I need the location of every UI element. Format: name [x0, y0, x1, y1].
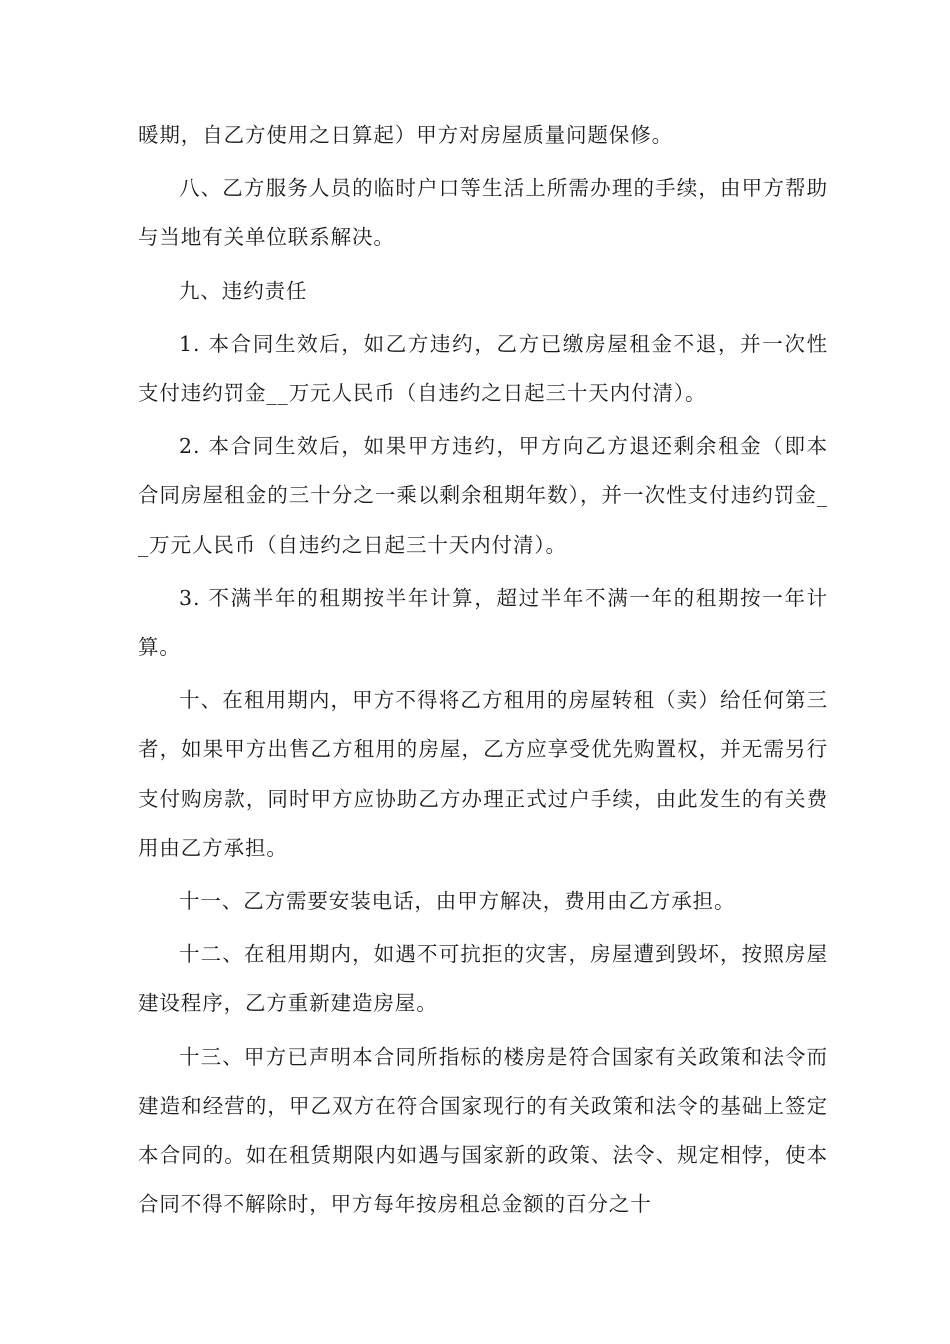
document-body: [138, 111, 828, 1233]
paragraph-clause-10: 十、在租用期内，甲方不得将乙方租用的房屋转租（卖）给任何第三者，如果甲方出售乙方租用的房屋，乙方应享受优先购置权，并无需另行支付购房款，同时甲方应协助乙方办理正式过户手续，由此发生的有关费用由乙方承担。: [138, 688, 828, 860]
paragraph-clause-9-item-2: 2. 本合同生效后，如果甲方违约，甲方向乙方退还剩余租金（即本合同房屋租金的三十分之一乘以剩余租期年数），并一次性支付违约罚金__万元人民币（自违约之日起三十天内付清）。: [138, 434, 828, 557]
heading-clause-9: 九、违约责任: [179, 278, 308, 303]
paragraph-clause-12: 十二、在租用期内，如遇不可抗拒的灾害，房屋遭到毁坏，按照房屋建设程序，乙方重新建造房屋。: [138, 942, 828, 1016]
paragraph-clause-8: 八、乙方服务人员的临时户口等生活上所需办理的手续，由甲方帮助与当地有关单位联系解决。: [138, 176, 828, 250]
paragraph-clause-9-item-3: 3. 不满半年的租期按半年计算，超过半年不满一年的租期按一年计算。: [138, 585, 828, 660]
paragraph-warranty-continuation: 暖期，自乙方使用之日算起）甲方对房屋质量问题保修。: [138, 123, 673, 147]
paragraph-clause-11: 十一、乙方需要安装电话，由甲方解决，费用由乙方承担。: [179, 889, 736, 914]
paragraph-clause-13: 十三、甲方已声明本合同所指标的楼房是符合国家有关政策和法令而建造和经营的，甲乙双方在符合国家现行的有关政策和法令的基础上签定本合同的。如在租赁期限内如遇与国家新的政策、法令、规定相悖，使本合同不得不解除时，甲方每年按房租总金额的百分之十: [138, 1044, 828, 1217]
paragraph-clause-9-item-1: 1. 本合同生效后，如乙方违约，乙方已缴房屋租金不退，并一次性支付违约罚金__万元人民币（自违约之日起三十天内付清）。: [138, 331, 828, 406]
